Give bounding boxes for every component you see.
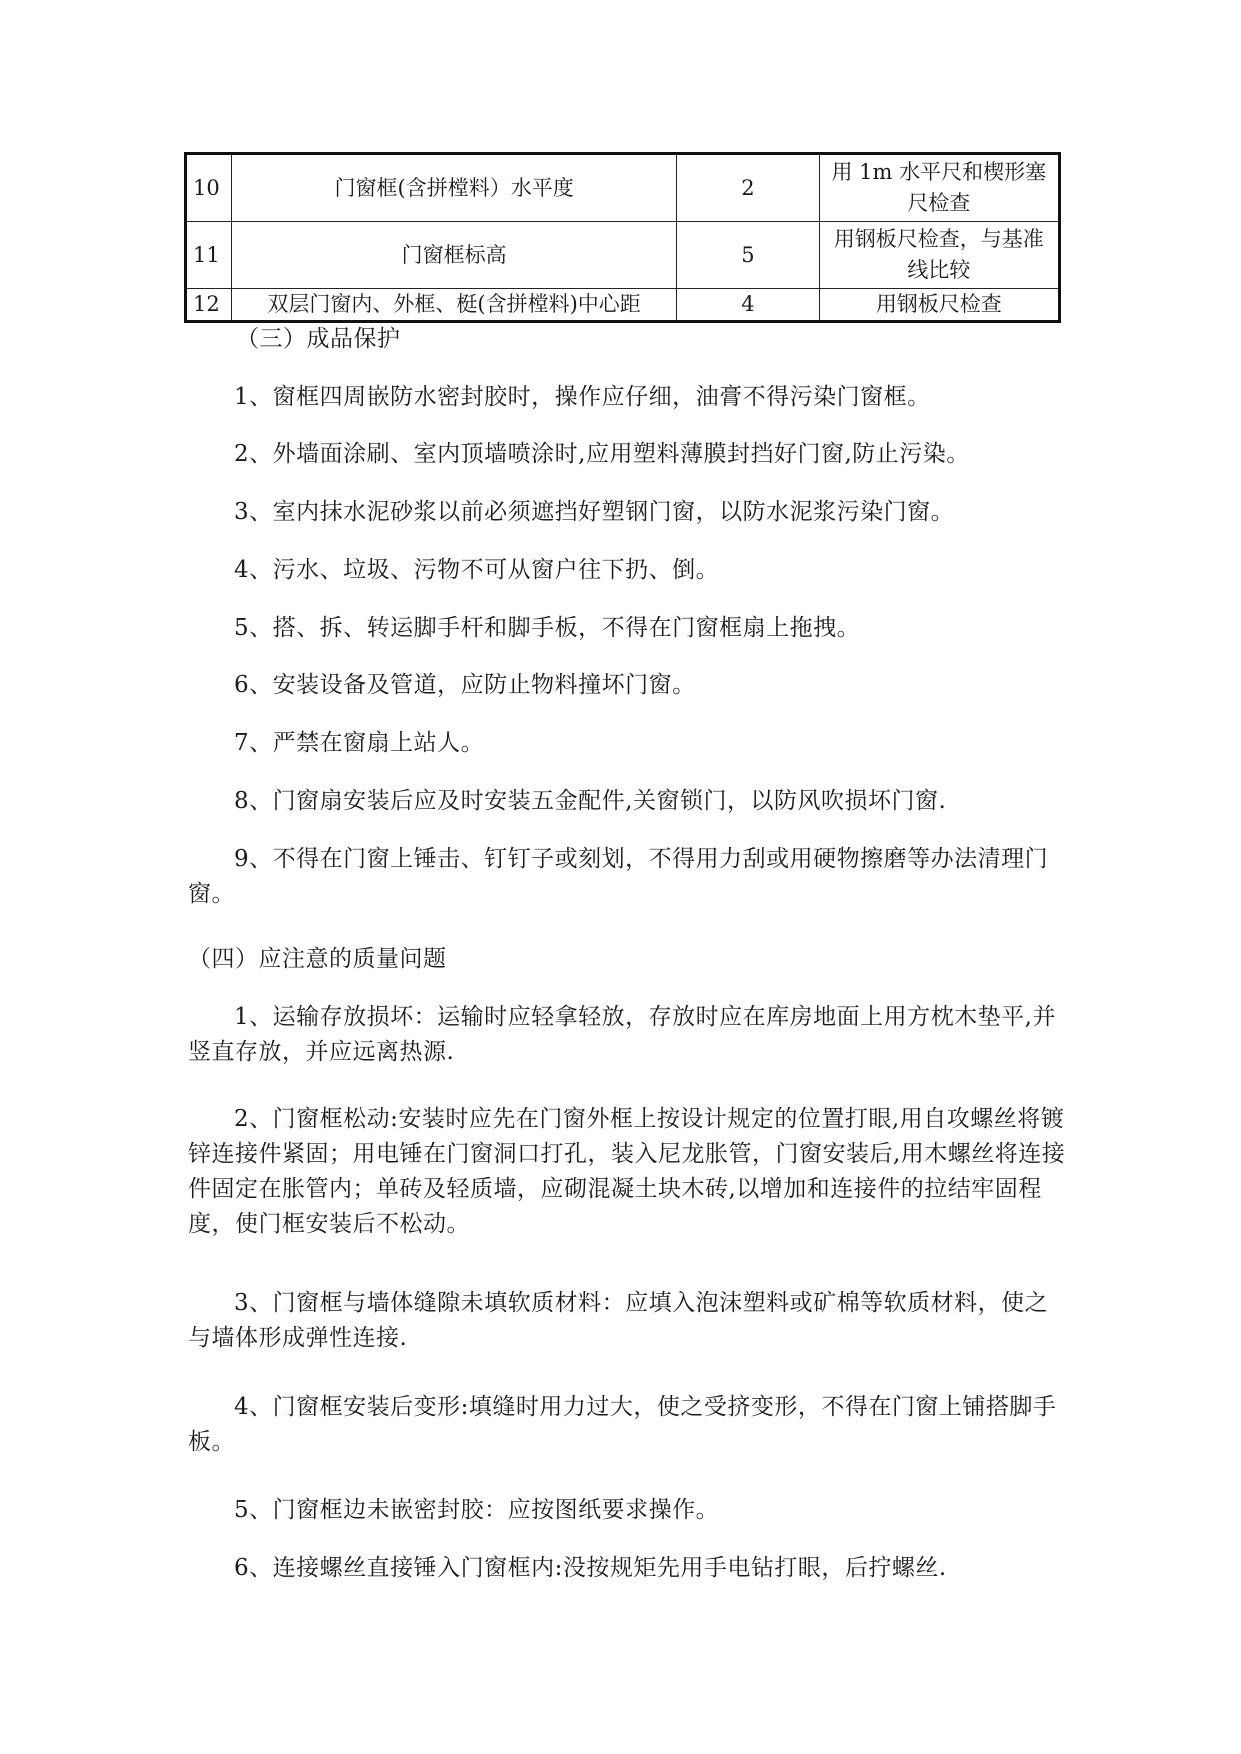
tolerance-value: 4	[677, 289, 819, 322]
row-number: 11	[186, 222, 232, 289]
table-row	[186, 154, 1060, 222]
check-method: 用钢板尺检查	[819, 289, 1059, 322]
paragraph: 5、门窗框边未嵌密封胶：应按图纸要求操作。	[234, 1497, 720, 1523]
check-method: 用钢板尺检查，与基准线比较	[819, 222, 1059, 289]
paragraph: 4、污水、垃圾、污物不可从窗户往下扔、倒。	[234, 557, 720, 583]
tolerance-value: 2	[677, 154, 819, 222]
paragraph: 4、门窗框安装后变形:填缝时用力过大，使之受挤变形，不得在门窗上铺搭脚手板。	[188, 1394, 1057, 1455]
paragraph: 2、外墙面涂刷、室内顶墙喷涂时,应用塑料薄膜封挡好门窗,防止污染。	[234, 441, 970, 467]
check-item: 门窗框标高	[231, 222, 676, 289]
check-item: 双层门窗内、外框、梃(含拼樘料)中心距	[231, 289, 676, 322]
paragraph: 8、门窗扇安装后应及时安装五金配件,关窗锁门，以防风吹损坏门窗.	[234, 788, 947, 814]
paragraph: 6、连接螺丝直接锤入门窗框内:没按规矩先用手电钻打眼，后拧螺丝.	[234, 1555, 947, 1581]
paragraph: 9、不得在门窗上锤击、钉钉子或刻划，不得用力刮或用硬物擦磨等办法清理门窗。	[188, 846, 1049, 907]
paragraph: 2、门窗框松动:安装时应先在门窗外框上按设计规定的位置打眼,用自攻螺丝将镀锌连接件紧固；用电锤在门窗洞口打孔，装入尼龙胀管，门窗安装后,用木螺丝将连接件固定在胀管内；单砖及轻质墙，应砌混凝土块木砖,以增加和连接件的拉结牢固程度，使门框安装后不松动。	[188, 1106, 1066, 1237]
table-row	[186, 289, 1060, 322]
check-method: 用 1m 水平尺和楔形塞尺检查	[819, 154, 1059, 222]
check-item: 门窗框(含拼樘料）水平度	[231, 154, 676, 222]
section-heading: （三）成品保护	[236, 326, 401, 352]
paragraph: 1、窗框四周嵌防水密封胶时，操作应仔细，油膏不得污染门窗框。	[234, 384, 931, 410]
paragraph: 1、运输存放损坏：运输时应轻拿轻放，存放时应在库房地面上用方枕木垫平,并竖直存放，并应远离热源.	[188, 1004, 1056, 1065]
paragraph: 7、严禁在窗扇上站人。	[234, 730, 485, 756]
table-row	[186, 222, 1060, 289]
section-heading: （四）应注意的质量问题	[188, 946, 447, 972]
paragraph: 3、室内抹水泥砂浆以前必须遮挡好塑钢门窗，以防水泥浆污染门窗。	[234, 499, 955, 525]
row-number: 12	[186, 289, 232, 322]
tolerance-table	[184, 152, 1061, 323]
row-number: 10	[186, 154, 232, 222]
tolerance-value: 5	[677, 222, 819, 289]
paragraph: 3、门窗框与墙体缝隙未填软质材料：应填入泡沫塑料或矿棉等软质材料，使之与墙体形成弹性连接.	[188, 1290, 1049, 1351]
paragraph: 6、安装设备及管道，应防止物料撞坏门窗。	[234, 672, 696, 698]
paragraph: 5、搭、拆、转运脚手杆和脚手板，不得在门窗框扇上拖拽。	[234, 615, 861, 641]
